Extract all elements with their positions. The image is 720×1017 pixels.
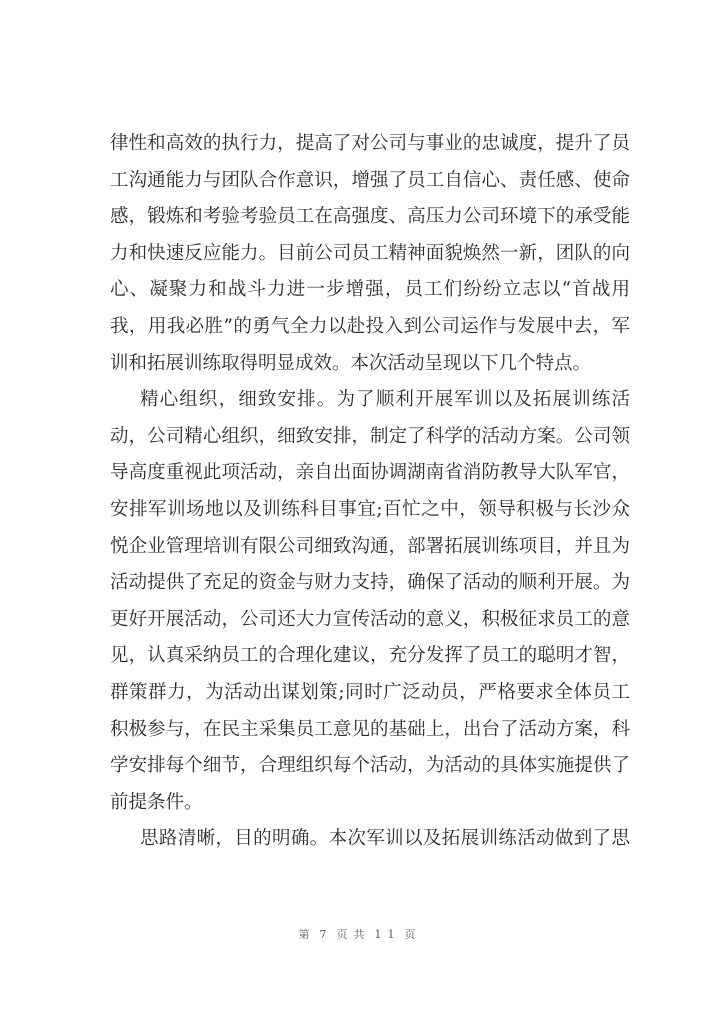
footer-prefix: 第 (298, 928, 316, 941)
text-line: 力和快速反应能力。目前公司员工精神面貌焕然一新，团队的向 (110, 242, 630, 264)
document-body (110, 126, 630, 858)
paragraph-3 (110, 821, 630, 858)
text-line: 导高度重视此项活动，亲自出面协调湖南省消防教导大队军官， (110, 462, 630, 484)
text-line: 律性和高效的执行力，提高了对公司与事业的忠诚度，提升了员 (110, 133, 630, 154)
text-line: 思路清晰，目的明确。本次军训以及拓展训练活动做到了思 (140, 828, 630, 850)
paragraph-1 (110, 126, 630, 382)
text-line: 训和拓展训练取得明显成效。本次活动呈现以下几个特点。 (110, 352, 592, 374)
page-footer (0, 926, 720, 942)
text-line: 学安排每个细节，合理组织每个活动，为活动的具体实施提供了 (110, 755, 630, 777)
current-page-number: 7 (319, 928, 333, 941)
text-line: 悦企业管理培训有限公司细致沟通，部署拓展训练项目，并且为 (110, 535, 630, 557)
text-line: 我，用我必胜”的勇气全力以赴投入到公司运作与发展中去，军 (110, 315, 630, 337)
text-line: 安排军训场地以及训练科目事宜;百忙之中，领导积极与长沙众 (110, 498, 630, 520)
footer-suffix: 页 (404, 928, 422, 941)
footer-middle: 页共 (336, 928, 371, 941)
total-pages-number: 11 (374, 928, 401, 941)
text-line: 更好开展活动，公司还大力宣传活动的意义，积极征求员工的意 (110, 608, 630, 630)
text-line: 活动提供了充足的资金与财力支持，确保了活动的顺利开展。为 (110, 572, 630, 594)
text-line: 心、凝聚力和战斗力进一步增强，员工们纷纷立志以“首战用 (110, 279, 630, 301)
text-line: 群策群力，为活动出谋划策;同时广泛动员，严格要求全体员工 (110, 681, 630, 703)
paragraph-2 (110, 382, 630, 821)
text-line: 精心组织，细致安排。为了顺利开展军训以及拓展训练活 (140, 389, 630, 411)
text-line: 感，锻炼和考验考验员工在高强度、高压力公司环境下的承受能 (110, 206, 630, 228)
text-line: 见，认真采纳员工的合理化建议，充分发挥了员工的聪明才智， (110, 645, 630, 667)
text-line: 动，公司精心组织，细致安排，制定了科学的活动方案。公司领 (110, 425, 630, 447)
text-line: 前提条件。 (110, 791, 203, 813)
text-line: 工沟通能力与团队合作意识，增强了员工自信心、责任感、使命 (110, 169, 630, 191)
text-line: 积极参与，在民主采集员工意见的基础上，出台了活动方案，科 (110, 718, 630, 740)
